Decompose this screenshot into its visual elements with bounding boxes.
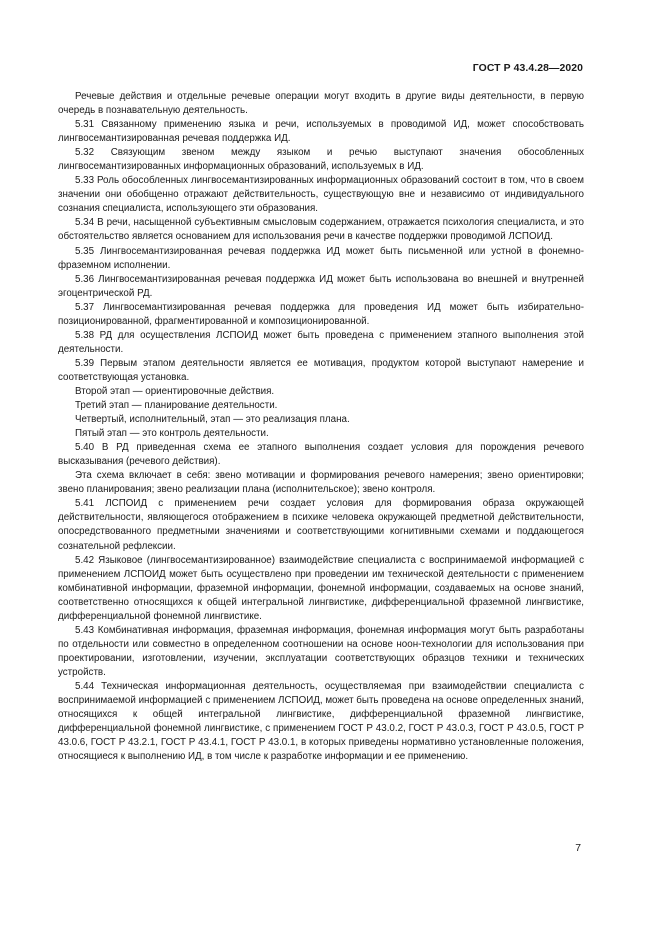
paragraph-5-39: 5.39 Первым этапом деятельности является ее мотивация, продуктом которой выступают намерение и соответствующая установка. [58, 357, 584, 383]
paragraph-stage-4: Четвертый, исполнительный, этап — это реализация плана. [75, 414, 350, 426]
paragraph-5-38: 5.38 РД для осуществления ЛСПОИД может быть проведена с применением этапного выполнения этой деятельности. [58, 329, 584, 355]
paragraph-5-34: 5.34 В речи, насыщенной субъективным смысловым содержанием, отражается психология специалиста, и это обстоятельство является основанием для использования речи в качестве поддержки проводимой ЛСПОИД. [58, 217, 584, 243]
document-header: ГОСТ Р 43.4.28—2020 [472, 63, 583, 74]
paragraph-5-43: 5.43 Комбинативная информация, фраземная информация, фонемная информация могут быть разработаны по отдельности или совместно в определенном соотношении на основе ноон-технологии для использования при проектировании, изготовлении, изучении, эксплуатации соответствующих образцов техники и технических устройств. [58, 624, 584, 678]
paragraph-5-31: 5.31 Связанному применению языка и речи, используемых в проводимой ИД, может способствовать лингвосемантизированная речевая поддержка ИД. [58, 119, 584, 145]
document-body [58, 90, 584, 764]
paragraph-stage-2: Второй этап — ориентировочные действия. [75, 385, 275, 397]
paragraph-5-35: 5.35 Лингвосемантизированная речевая поддержка ИД может быть письменной или устной в фонемно-фраземном исполнении. [58, 245, 584, 271]
paragraph-intro: Речевые действия и отдельные речевые операции могут входить в другие виды деятельности, в первую очередь в познавательную деятельность. [58, 91, 584, 117]
paragraph-5-33: 5.33 Роль обособленных лингвосемантизированных информационных образований состоит в том, что в своем значении они обобщенно отражают действительность, существующую вне и независимо от индивидуального сознания специалиста, использующего эти образования. [58, 175, 584, 215]
page-number: 7 [575, 843, 581, 854]
paragraph-stage-5: Пятый этап — это контроль деятельности. [75, 428, 269, 440]
paragraph-5-41: 5.41 ЛСПОИД с применением речи создает условия для формирования образа окружающей действительности, являющегося отображением в психике человека окружающей предметной действительности, опосредствованного предметными значениями и соответствующими когнитивными схемами и поддающегося сознательной рефлексии. [58, 498, 584, 552]
paragraph-stage-3: Третий этап — планирование деятельности. [75, 400, 278, 412]
paragraph-5-42: 5.42 Языковое (лингвосемантизированное) взаимодействие специалиста с воспринимаемой информацией с применением ЛСПОИД может быть осуществлено при проведении им технической деятельности с применением комбинативной информации, фраземной информации, фонемной информации, создаваемых на основе знаний, соответственно относящихся к общей интегральной лингвистике, дифференциальной фраземной лингвистике, дифференциальной фонемной лингвистике. [58, 554, 584, 622]
paragraph-5-44: 5.44 Техническая информационная деятельность, осуществляемая при взаимодействии специалиста с воспринимаемой информацией с применением ЛСПОИД, может быть проведена на основе определенных знаний, относящихся к общей интегральной лингвистике, дифференциальной фраземной лингвистике, дифференциальной фонемной лингвистике, с применением ГОСТ Р 43.0.2, ГОСТ Р 43.0.3, ГОСТ Р 43.0.5, ГОСТ Р 43.0.6, ГОСТ Р 43.2.1, ГОСТ Р 43.4.1, ГОСТ Р 43.0.1, в которых приведены нормативно установленные положения, относящиеся к выполнению ИД, в том числе к разработке информации и ее применению. [58, 680, 584, 763]
paragraph-5-36: 5.36 Лингвосемантизированная речевая поддержка ИД может быть использована во внешней и внутренней эгоцентрической РД. [58, 273, 584, 299]
paragraph-5-40: 5.40 В РД приведенная схема ее этапного выполнения создает условия для порождения речевого высказывания (речевого действия). [58, 442, 584, 468]
paragraph-scheme: Эта схема включает в себя: звено мотивации и формирования речевого намерения; звено ориентировки; звено планирования; звено реализации плана (исполнительское); звено контроля. [58, 470, 584, 496]
paragraph-5-37: 5.37 Лингвосемантизированная речевая поддержка для проведения ИД может быть избирательно-позиционированной, фрагментированной и композиционированной. [58, 301, 584, 327]
paragraph-5-32: 5.32 Связующим звеном между языком и речью выступают значения обособленных лингвосемантизированных информационных образований, используемых в ИД. [58, 147, 584, 173]
